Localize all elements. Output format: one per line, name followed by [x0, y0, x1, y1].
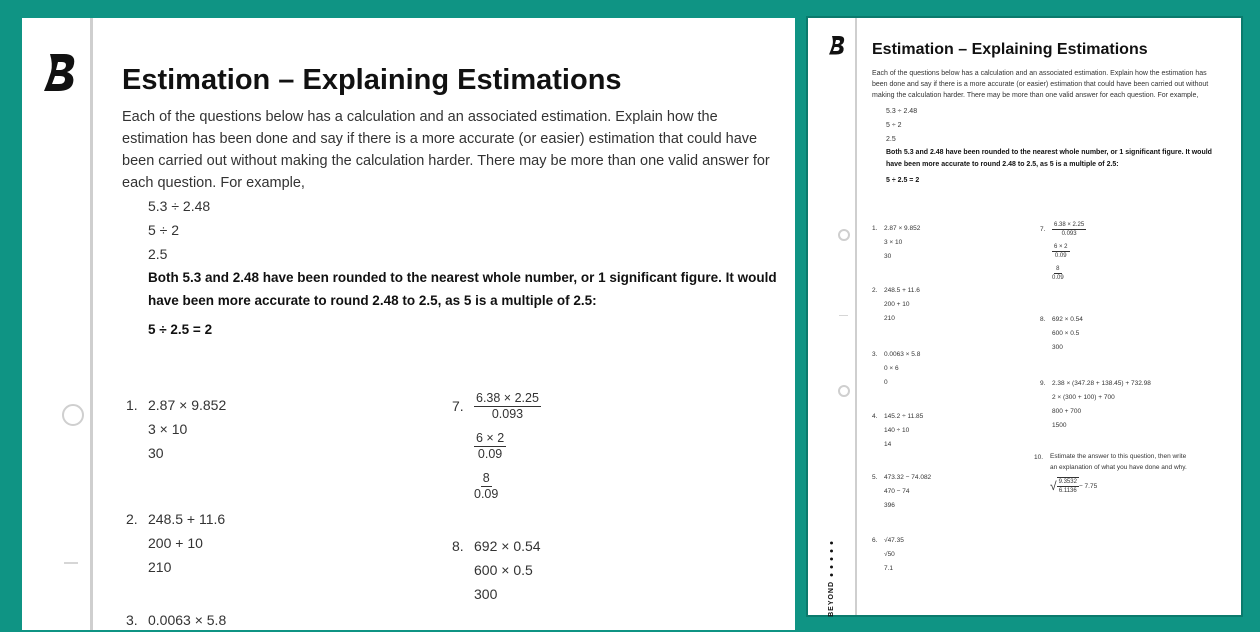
question-text: 3 × 10 [884, 239, 903, 246]
intro-block [122, 106, 782, 341]
question-line [1040, 391, 1151, 405]
question-line [872, 438, 923, 452]
question-number: 5. [872, 474, 878, 481]
margin-line [855, 18, 857, 615]
brand-logo: BEYOND ●●●●● [828, 538, 835, 617]
question-number: 3. [872, 351, 878, 358]
question-line [872, 562, 904, 576]
question-8 [452, 534, 541, 606]
intro-block [872, 68, 1222, 187]
question-text: √50 [884, 551, 895, 558]
sqrt-sign: √ [1050, 479, 1057, 493]
denominator: 0.09 [1052, 274, 1064, 281]
question-number: 6. [872, 537, 878, 544]
question-text: 0 × 6 [884, 365, 899, 372]
question-9 [1040, 377, 1151, 433]
question-line [126, 441, 226, 465]
numerator: 6.38 × 2.25 [476, 390, 539, 405]
question-number: 8. [452, 538, 464, 554]
question-text: 1500 [1052, 422, 1067, 429]
fraction [474, 391, 541, 422]
denominator: 0.09 [1054, 252, 1067, 259]
numerator: 6.38 × 2.25 [1054, 221, 1085, 228]
intro-text: Each of the questions below has a calculation and an associated estimation. Explain how the estimation has been done and say if there is a more accurate (or easier) estimation that could have been carried out without making the calculation harder. There may be more than one valid answer for each question. For example, [872, 70, 1209, 99]
question-line [452, 386, 541, 426]
question-line [872, 499, 931, 513]
fraction [1052, 265, 1064, 282]
question-number: 4. [872, 413, 878, 420]
worksheet-preview-large [22, 18, 795, 630]
example-answer: 5 ÷ 2.5 = 2 [886, 177, 920, 184]
example-line: 5.3 ÷ 2.48 [886, 108, 918, 115]
question-text: 692 × 0.54 [1052, 316, 1083, 323]
example-line: 2.5 [148, 246, 168, 262]
fraction [1052, 221, 1086, 238]
question-line [1040, 218, 1086, 240]
question-3 [872, 348, 920, 390]
worksheet-preview-full [808, 18, 1241, 615]
question-text: 473.32 − 74.082 [884, 474, 932, 481]
question-line [1040, 419, 1151, 433]
question-text: 145.2 ÷ 11.85 [884, 413, 924, 420]
question-7 [452, 386, 541, 506]
question-line [872, 376, 920, 390]
question-line [126, 393, 226, 417]
question-text: 0.0063 × 5.8 [884, 351, 921, 358]
example-line: 5.3 ÷ 2.48 [148, 198, 211, 214]
question-2 [872, 284, 920, 326]
question-line [872, 222, 920, 236]
question-line [126, 608, 226, 632]
question-line [1040, 262, 1086, 284]
example-line: 5 ÷ 2 [148, 222, 180, 238]
binder-hole [62, 404, 84, 426]
numerator: 8 [1056, 265, 1060, 272]
question-text: 2.38 × (347.28 + 138.45) + 732.98 [1052, 380, 1151, 387]
question-line [452, 534, 541, 558]
question-text: 248.5 + 11.6 [884, 287, 920, 294]
numerator: 8 [482, 470, 490, 485]
question-line [126, 531, 225, 555]
example-explanation: Both 5.3 and 2.48 have been rounded to the nearest whole number, or 1 significant figure. It would have been more accurate to round 2.48 to 2.5, as 5 is a multiple of 2.5: [886, 149, 1212, 168]
question-text: 210 [148, 559, 172, 575]
question-text: 30 [884, 253, 892, 260]
question-line [452, 558, 541, 582]
question-number: 3. [126, 612, 138, 628]
question-8 [1040, 313, 1083, 355]
binder-hole [838, 385, 850, 397]
question-number: 9. [1040, 380, 1046, 387]
question-text: 2.87 × 9.852 [148, 397, 227, 413]
question-line [872, 298, 920, 312]
sqrt-expression [1034, 477, 1190, 495]
question-text: 200 + 10 [884, 301, 910, 308]
question-6 [872, 534, 904, 576]
margin-line [90, 18, 93, 630]
denominator: 0.09 [474, 486, 499, 501]
example-line: 5 ÷ 2 [886, 122, 902, 129]
question-text: 692 × 0.54 [474, 538, 541, 554]
fraction [1057, 477, 1079, 495]
denominator: 0.093 [491, 406, 524, 421]
question-5 [872, 471, 931, 513]
question-line [872, 410, 923, 424]
question-line [872, 250, 920, 264]
question-line [1040, 377, 1151, 391]
question-text: 396 [884, 502, 895, 509]
question-line [1040, 240, 1086, 262]
question-text: 200 + 10 [148, 535, 203, 551]
question-line [126, 417, 226, 441]
question-text: 0 [884, 379, 888, 386]
denominator: 0.09 [477, 446, 503, 461]
example-explanation: Both 5.3 and 2.48 have been rounded to the nearest whole number, or 1 significant figure. It would have been more accurate to round 2.48 to 2.5, as 5 is a multiple of 2.5: [148, 270, 777, 308]
question-4 [872, 410, 923, 452]
question-number: 2. [126, 511, 138, 527]
question-text: 210 [884, 315, 895, 322]
question-3 [126, 608, 226, 632]
example-line: 2.5 [886, 136, 896, 143]
question-line [1040, 313, 1083, 327]
numerator: 6 × 2 [476, 430, 505, 445]
question-text: 2.87 × 9.852 [884, 225, 921, 232]
question-number: 10. [1034, 454, 1044, 461]
question-line [872, 348, 920, 362]
question-number: 1. [126, 397, 138, 413]
expression-tail: − 7.75 [1078, 482, 1098, 490]
question-number: 2. [872, 287, 878, 294]
question-line [872, 236, 920, 250]
question-line [452, 426, 541, 466]
question-line [452, 582, 541, 606]
question-text: 3 × 10 [148, 421, 188, 437]
denominator: 6.1136 [1058, 488, 1077, 494]
question-text: 470 − 74 [884, 488, 910, 495]
question-text: 140 ÷ 10 [884, 427, 910, 434]
question-2 [126, 507, 225, 579]
question-line [1034, 451, 1190, 473]
question-number: 7. [452, 398, 464, 414]
question-text: 14 [884, 441, 892, 448]
question-number: 7. [1040, 225, 1046, 233]
fraction [474, 471, 498, 502]
fraction [1052, 243, 1070, 260]
logo-icon [42, 52, 78, 92]
denominator: 0.093 [1061, 230, 1077, 237]
question-text: 30 [148, 445, 164, 461]
question-line [452, 466, 541, 506]
binder-hole [838, 229, 850, 241]
question-text: 0.0063 × 5.8 [148, 612, 227, 628]
question-text: √47.35 [884, 537, 904, 544]
question-line [872, 312, 920, 326]
question-10 [1034, 451, 1190, 495]
question-text: 600 × 0.5 [1052, 330, 1080, 337]
example-answer: 5 ÷ 2.5 = 2 [148, 322, 213, 337]
question-line [126, 507, 225, 531]
question-line [1040, 327, 1083, 341]
fraction [474, 431, 506, 462]
question-line [1040, 341, 1083, 355]
question-number: 1. [872, 225, 878, 232]
intro-text: Each of the questions below has a calculation and an associated estimation. Explain how the estimation has been done and say if there is a more accurate (or easier) estimation that could have been carried out without making the calculation harder. There may be more than one valid answer for each question. For example, [122, 109, 770, 191]
question-line [872, 548, 904, 562]
question-1 [126, 393, 226, 465]
question-line [872, 471, 931, 485]
question-line [872, 534, 904, 548]
logo-icon [828, 34, 846, 56]
question-line [1040, 405, 1151, 419]
question-text: 300 [474, 586, 498, 602]
margin-mark [839, 315, 848, 316]
question-text: 2 × (300 + 100) + 700 [1052, 394, 1115, 401]
question-text: 800 + 700 [1052, 408, 1082, 415]
page-title: Estimation – Explaining Estimations [122, 64, 622, 96]
question-1 [872, 222, 920, 264]
question-text: 600 × 0.5 [474, 562, 533, 578]
question-text: 7.1 [884, 565, 894, 572]
question-line [126, 555, 225, 579]
question-line [872, 485, 931, 499]
margin-mark [64, 562, 78, 564]
question-text: Estimate the answer to this question, then write an explanation of what you have done and why. [1050, 453, 1187, 471]
question-number: 8. [1040, 316, 1046, 323]
question-line [872, 284, 920, 298]
page-title: Estimation – Explaining Estimations [872, 41, 1148, 58]
numerator: 9.3532 [1058, 479, 1077, 485]
numerator: 6 × 2 [1054, 243, 1068, 250]
question-line [872, 424, 923, 438]
question-7 [1040, 218, 1086, 284]
question-text: 248.5 + 11.6 [148, 511, 226, 527]
question-line [872, 362, 920, 376]
question-text: 300 [1052, 344, 1063, 351]
